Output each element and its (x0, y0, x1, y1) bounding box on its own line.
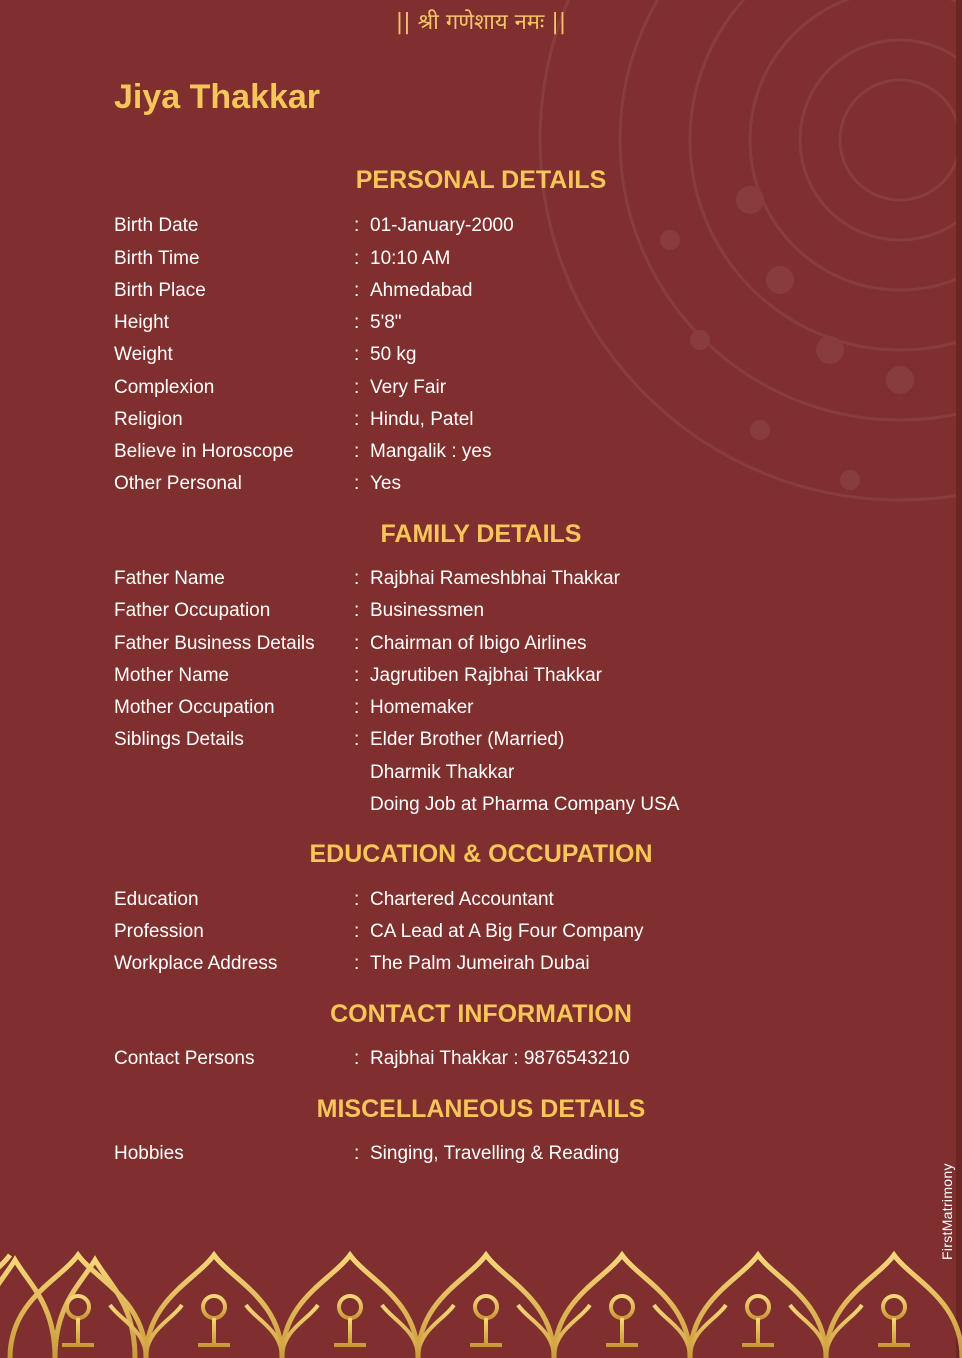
row-value: Chairman of Ibigo Airlines (370, 633, 587, 654)
row-birth-time (114, 248, 814, 280)
row-value: Very Fair (370, 377, 447, 398)
section-title-misc: MISCELLANEOUS DETAILS (316, 1095, 646, 1123)
row-colon: : (354, 312, 360, 333)
row-colon: : (354, 568, 360, 589)
siblings-detail-line: Doing Job at Pharma Company USA (370, 794, 680, 815)
row-value: Ahmedabad (370, 280, 473, 301)
row-colon: : (354, 1143, 360, 1164)
row-value: 01-January-2000 (370, 215, 514, 236)
row-colon: : (354, 280, 360, 301)
row-value: Rajbhai Rameshbhai Thakkar (370, 568, 620, 589)
row-label: Education (114, 889, 199, 910)
row-colon: : (354, 665, 360, 686)
row-value: 10:10 AM (370, 248, 451, 269)
row-profession (114, 921, 814, 953)
row-value: Elder Brother (Married) (370, 729, 565, 750)
row-value: Businessmen (370, 600, 485, 621)
row-label: Other Personal (114, 473, 242, 494)
row-label: Mother Occupation (114, 697, 275, 718)
invocation-text: || श्री गणेशाय नमः || (395, 10, 567, 35)
section-title-education: EDUCATION & OCCUPATION (309, 840, 653, 868)
row-label: Religion (114, 409, 183, 430)
row-siblings (114, 729, 814, 761)
row-birth-date (114, 215, 814, 247)
row-education (114, 889, 814, 921)
row-colon: : (354, 215, 360, 236)
section-title-family: FAMILY DETAILS (380, 520, 582, 548)
row-value: Homemaker (370, 697, 474, 718)
row-colon: : (354, 344, 360, 365)
row-value: CA Lead at A Big Four Company (370, 921, 644, 942)
row-label: Hobbies (114, 1143, 184, 1164)
row-value: Singing, Travelling & Reading (370, 1143, 620, 1164)
row-label: Weight (114, 344, 173, 365)
row-colon: : (354, 633, 360, 654)
row-father-occupation (114, 600, 814, 632)
row-colon: : (354, 1048, 360, 1069)
row-hobbies (114, 1143, 814, 1175)
row-value: Yes (370, 473, 401, 494)
row-height (114, 312, 814, 344)
row-value: Mangalik : yes (370, 441, 492, 462)
row-colon: : (354, 889, 360, 910)
row-label: Father Business Details (114, 633, 315, 654)
row-colon: : (354, 248, 360, 269)
row-birth-place (114, 280, 814, 312)
row-label: Contact Persons (114, 1048, 255, 1069)
row-label: Birth Time (114, 248, 200, 269)
siblings-detail-line: Dharmik Thakkar (370, 762, 515, 783)
row-value: 50 kg (370, 344, 417, 365)
row-colon: : (354, 953, 360, 974)
row-colon: : (354, 921, 360, 942)
row-label: Believe in Horoscope (114, 441, 294, 462)
row-label: Height (114, 312, 169, 333)
row-colon: : (354, 697, 360, 718)
row-religion (114, 409, 814, 441)
row-other-personal (114, 473, 814, 505)
row-colon: : (354, 377, 360, 398)
row-mother-occupation (114, 697, 814, 729)
row-father-name (114, 568, 814, 600)
row-contact-persons (114, 1048, 814, 1080)
row-value: Jagrutiben Rajbhai Thakkar (370, 665, 603, 686)
row-horoscope (114, 441, 814, 473)
row-value: The Palm Jumeirah Dubai (370, 953, 590, 974)
decorative-bottom-border (0, 1245, 962, 1358)
row-label: Complexion (114, 377, 215, 398)
row-weight (114, 344, 814, 376)
row-label: Father Occupation (114, 600, 271, 621)
row-value: Chartered Accountant (370, 889, 554, 910)
row-complexion (114, 377, 814, 409)
row-label: Siblings Details (114, 729, 244, 750)
section-title-personal: PERSONAL DETAILS (355, 166, 607, 194)
row-mother-name (114, 665, 814, 697)
row-label: Birth Place (114, 280, 206, 301)
row-workplace (114, 953, 814, 985)
row-value: 5'8" (370, 312, 402, 333)
row-label: Mother Name (114, 665, 230, 686)
row-father-business (114, 633, 814, 665)
row-colon: : (354, 729, 360, 750)
row-colon: : (354, 441, 360, 462)
row-label: Workplace Address (114, 953, 278, 974)
row-colon: : (354, 600, 360, 621)
row-colon: : (354, 473, 360, 494)
row-label: Father Name (114, 568, 225, 589)
watermark-text: FirstMatrimony (939, 1163, 955, 1260)
row-value: Rajbhai Thakkar : 9876543210 (370, 1048, 630, 1069)
row-label: Birth Date (114, 215, 199, 236)
watermark (935, 1110, 957, 1260)
candidate-name: Jiya Thakkar (114, 78, 321, 116)
section-title-contact: CONTACT INFORMATION (330, 1000, 632, 1028)
row-value: Hindu, Patel (370, 409, 474, 430)
row-label: Profession (114, 921, 204, 942)
row-colon: : (354, 409, 360, 430)
